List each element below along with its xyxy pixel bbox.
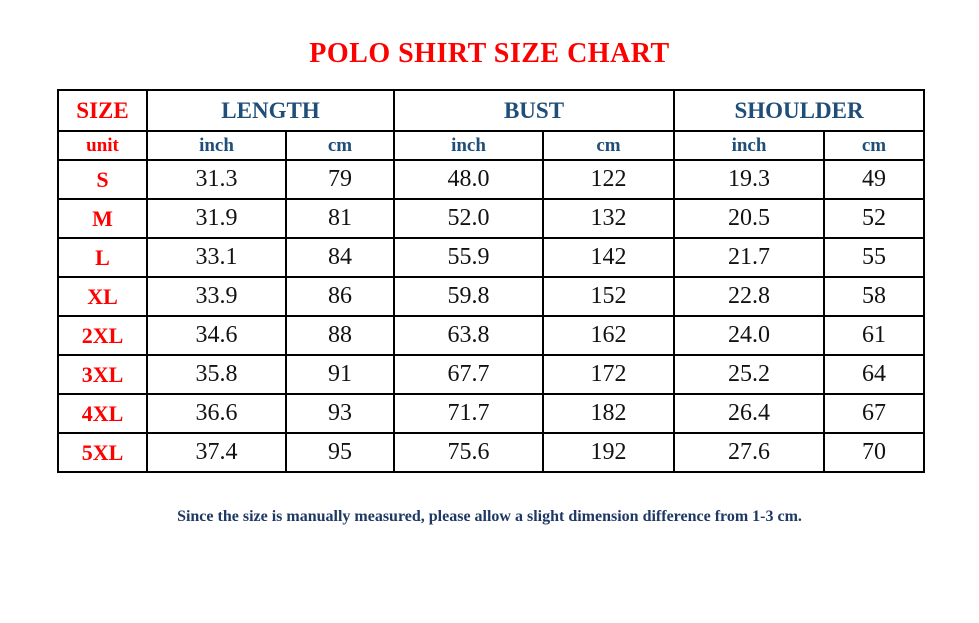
- size-value-cell: 142: [543, 238, 674, 277]
- size-value-cell: 84: [286, 238, 394, 277]
- size-value-cell: 61: [824, 316, 924, 355]
- size-value-cell: 27.6: [674, 433, 824, 472]
- unit-shoulder-cm: cm: [824, 131, 924, 160]
- size-value-cell: 64: [824, 355, 924, 394]
- size-value-cell: 91: [286, 355, 394, 394]
- unit-length-inch: inch: [147, 131, 286, 160]
- column-header-bust: BUST: [394, 90, 674, 131]
- size-value-cell: 19.3: [674, 160, 824, 199]
- size-label: S: [58, 160, 147, 199]
- size-label: M: [58, 199, 147, 238]
- size-value-cell: 33.9: [147, 277, 286, 316]
- size-value-cell: 22.8: [674, 277, 824, 316]
- size-value-cell: 24.0: [674, 316, 824, 355]
- column-header-shoulder: SHOULDER: [674, 90, 924, 131]
- size-value-cell: 52: [824, 199, 924, 238]
- size-value-cell: 26.4: [674, 394, 824, 433]
- size-label: 5XL: [58, 433, 147, 472]
- size-value-cell: 31.9: [147, 199, 286, 238]
- size-value-cell: 132: [543, 199, 674, 238]
- size-value-cell: 122: [543, 160, 674, 199]
- size-value-cell: 63.8: [394, 316, 543, 355]
- size-value-cell: 52.0: [394, 199, 543, 238]
- size-value-cell: 79: [286, 160, 394, 199]
- size-value-cell: 49: [824, 160, 924, 199]
- table-body: [58, 160, 924, 472]
- size-value-cell: 20.5: [674, 199, 824, 238]
- size-value-cell: 35.8: [147, 355, 286, 394]
- table-row: [58, 355, 924, 394]
- size-label: L: [58, 238, 147, 277]
- size-value-cell: 25.2: [674, 355, 824, 394]
- size-value-cell: 55.9: [394, 238, 543, 277]
- size-label: 2XL: [58, 316, 147, 355]
- table-header-row: [58, 90, 924, 131]
- size-label: 3XL: [58, 355, 147, 394]
- size-value-cell: 21.7: [674, 238, 824, 277]
- measurement-note: Since the size is manually measured, please allow a slight dimension difference from 1-3 cm.: [177, 508, 802, 525]
- size-value-cell: 95: [286, 433, 394, 472]
- size-value-cell: 88: [286, 316, 394, 355]
- size-value-cell: 36.6: [147, 394, 286, 433]
- size-value-cell: 48.0: [394, 160, 543, 199]
- size-value-cell: 55: [824, 238, 924, 277]
- size-value-cell: 86: [286, 277, 394, 316]
- table-row: [58, 394, 924, 433]
- unit-shoulder-inch: inch: [674, 131, 824, 160]
- size-value-cell: 71.7: [394, 394, 543, 433]
- column-header-size: SIZE: [58, 90, 147, 131]
- page-title: POLO SHIRT SIZE CHART: [309, 38, 670, 69]
- size-value-cell: 93: [286, 394, 394, 433]
- size-value-cell: 33.1: [147, 238, 286, 277]
- size-value-cell: 59.8: [394, 277, 543, 316]
- table-row: [58, 238, 924, 277]
- size-chart-table: [57, 89, 925, 473]
- size-value-cell: 75.6: [394, 433, 543, 472]
- size-value-cell: 58: [824, 277, 924, 316]
- table-row: [58, 316, 924, 355]
- size-value-cell: 31.3: [147, 160, 286, 199]
- unit-bust-inch: inch: [394, 131, 543, 160]
- size-value-cell: 37.4: [147, 433, 286, 472]
- size-value-cell: 162: [543, 316, 674, 355]
- table-unit-row: [58, 131, 924, 160]
- unit-bust-cm: cm: [543, 131, 674, 160]
- size-value-cell: 182: [543, 394, 674, 433]
- size-label: XL: [58, 277, 147, 316]
- size-value-cell: 192: [543, 433, 674, 472]
- unit-length-cm: cm: [286, 131, 394, 160]
- size-value-cell: 67: [824, 394, 924, 433]
- table-row: [58, 433, 924, 472]
- size-value-cell: 81: [286, 199, 394, 238]
- table-row: [58, 199, 924, 238]
- size-value-cell: 34.6: [147, 316, 286, 355]
- size-value-cell: 152: [543, 277, 674, 316]
- size-value-cell: 67.7: [394, 355, 543, 394]
- size-value-cell: 70: [824, 433, 924, 472]
- table-row: [58, 160, 924, 199]
- unit-label: unit: [58, 131, 147, 160]
- size-value-cell: 172: [543, 355, 674, 394]
- size-label: 4XL: [58, 394, 147, 433]
- column-header-length: LENGTH: [147, 90, 394, 131]
- table-row: [58, 277, 924, 316]
